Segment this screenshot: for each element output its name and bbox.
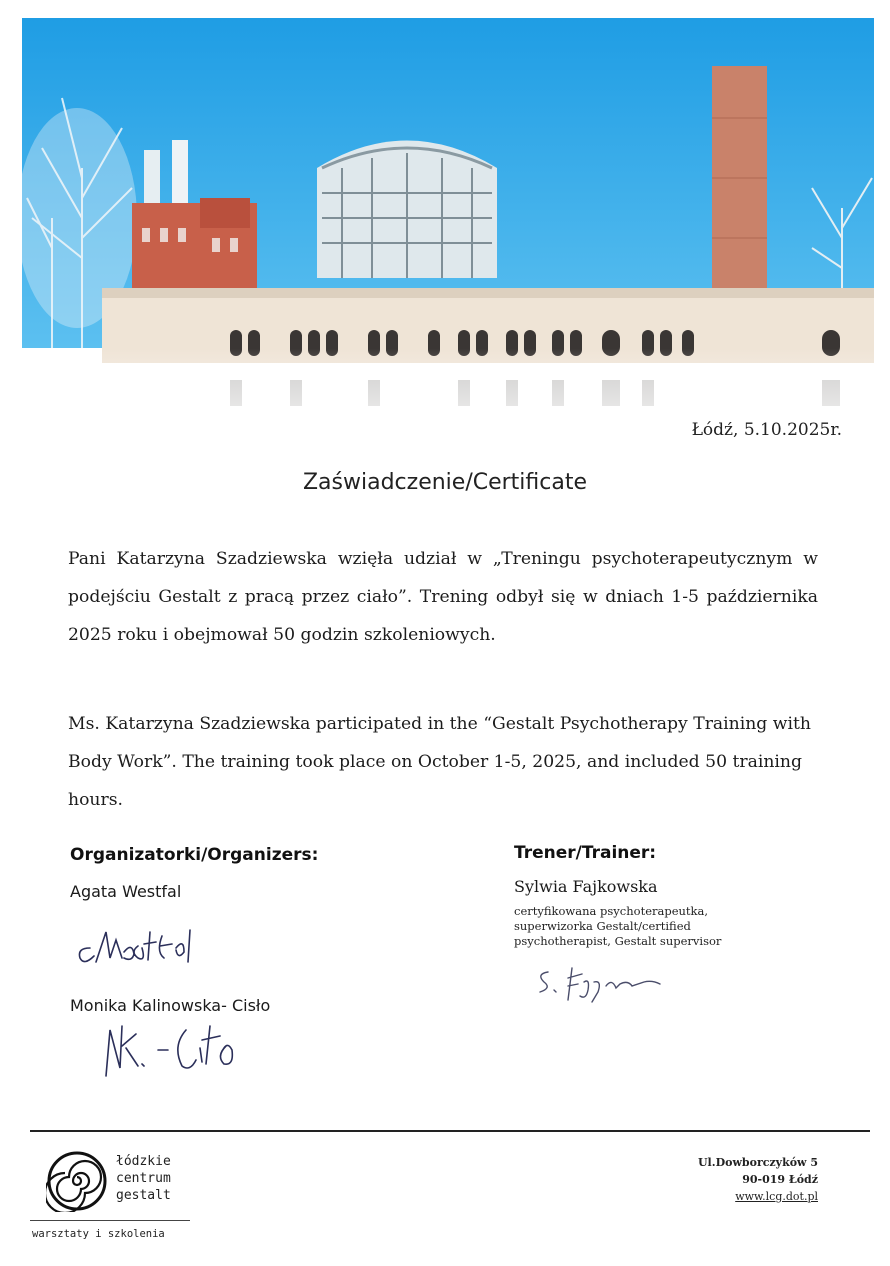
logo-line-2: centrum — [116, 1171, 171, 1186]
place-date: Łódź, 5.10.2025r. — [691, 420, 842, 440]
footer-divider — [30, 1130, 870, 1132]
signature-sylwia-fajkowska — [532, 958, 682, 1008]
address-block — [698, 1154, 818, 1205]
website-link[interactable]: www.lcg.dot.pl — [735, 1190, 818, 1203]
address-city: 90-019 Łódź — [742, 1173, 818, 1186]
address-street: Ul.Dowborczyków 5 — [697, 1156, 818, 1169]
logo-line-3: gestalt — [116, 1188, 171, 1203]
logo-divider — [30, 1220, 190, 1221]
organizer-name-1: Agata Westfal — [70, 882, 182, 901]
header-photo — [22, 18, 874, 458]
organizer-name-2: Monika Kalinowska- Cisło — [70, 996, 271, 1015]
signature-monika-kalinowska-cislo — [96, 1016, 246, 1086]
organizers-heading: Organizatorki/Organizers: — [70, 845, 319, 865]
certificate-title: Zaświadczenie/Certificate — [302, 470, 588, 495]
trainer-name: Sylwia Fajkowska — [514, 877, 658, 896]
trainer-description: certyfikowana psychoterapeutka, superwizorka Gestalt/certified psychotherapist, Gestalt supervisor — [514, 904, 722, 948]
logo-tagline: warsztaty i szkolenia — [32, 1228, 165, 1240]
logo-line-1: łódzkie — [116, 1154, 171, 1169]
spiral-logo-icon — [46, 1150, 108, 1212]
body-english: Ms. Katarzyna Szadziewska participated in the “Gestalt Psychotherapy Training with Body Work”. The training took place on October 1-5, 2025, and included 50 training hours. — [68, 714, 811, 810]
gasholder — [317, 141, 497, 279]
signature-agata-westfal — [72, 918, 212, 968]
trainer-heading: Trener/Trainer: — [514, 843, 657, 863]
logo-wordmark — [116, 1153, 171, 1204]
body-polish: Pani Katarzyna Szadziewska wzięła udział w „Treningu psychoterapeutycznym w podejściu Gestalt z pracą przez ciało”. Trening odbył się w dniach 1-5 października 2025 roku i obejmował 50 godzin szkoleniowych. — [68, 549, 818, 645]
